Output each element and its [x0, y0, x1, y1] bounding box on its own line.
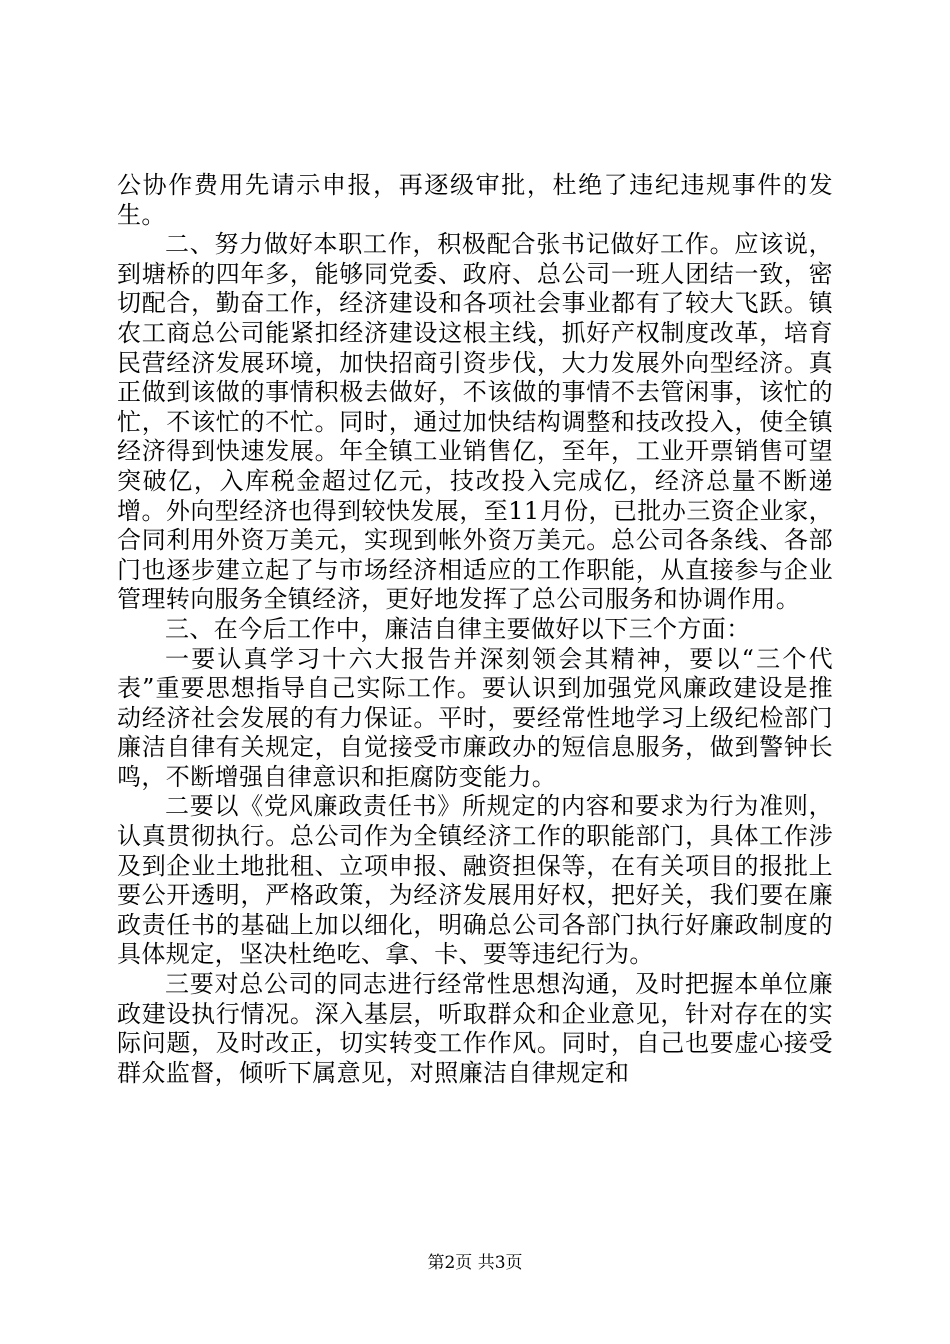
paragraph-point-one: 一要认真学习十六大报告并深刻领会其精神，要以“三个代表”重要思想指导自己实际工作。要认识到加强党风廉政建设是推动经济社会发展的有力保证。平时，要经常性地学习上级纪检部门廉洁自律有关规定，自觉接受市廉政办的短信息服务，做到警钟长鸣，不断增强自律意识和拒腐防变能力。 [117, 644, 833, 791]
document-body [117, 171, 833, 1088]
paragraph-continuation: 公协作费用先请示申报，再逐级审批，杜绝了违纪违规事件的发生。 [117, 171, 833, 229]
paragraph-section-three-heading: 三、在今后工作中，廉洁自律主要做好以下三个方面： [165, 614, 751, 643]
paragraph-point-three: 三要对总公司的同志进行经常性思想沟通，及时把握本单位廉政建设执行情况。深入基层，听取群众和企业意见，针对存在的实际问题，及时改正，切实转变工作作风。同时，自己也要虚心接受群众监督，倾听下属意见，对照廉洁自律规定和 [117, 970, 833, 1087]
paragraph-section-two: 二、努力做好本职工作，积极配合张书记做好工作。应该说，到塘桥的四年多，能够同党委、政府、总公司一班人团结一致，密切配合，勤奋工作，经济建设和各项社会事业都有了较大飞跃。镇农工商总公司能紧扣经济建设这根主线，抓好产权制度改革，培育民营经济发展环境，加快招商引资步伐，大力发展外向型经济。真正做到该做的事情积极去做好，不该做的事情不去管闲事，该忙的忙，不该忙的不忙。同时，通过加快结构调整和技改投入，使全镇经济得到快速发展。年全镇工业销售亿，至年，工业开票销售可望突破亿，入库税金超过亿元，技改投入完成亿，经济总量不断递增。外向型经济也得到较快发展，至11月份，已批办三资企业家，合同利用外资万美元，实现到帐外资万美元。总公司各条线、各部门也逐步建立起了与市场经济相适应的工作职能，从直接参与企业管理转向服务全镇经济，更好地发挥了总公司服务和协调作用。 [117, 230, 833, 614]
page-number-footer: 第2页 共3页 [427, 1253, 523, 1273]
paragraph-point-two: 二要以《党风廉政责任书》所规定的内容和要求为行为准则，认真贯彻执行。总公司作为全镇经济工作的职能部门，具体工作涉及到企业土地批租、立项申报、融资担保等，在有关项目的报批上要公开透明，严格政策，为经济发展用好权，把好关，我们要在廉政责任书的基础上加以细化，明确总公司各部门执行好廉政制度的具体规定，坚决杜绝吃、拿、卡、要等违纪行为。 [117, 792, 833, 969]
